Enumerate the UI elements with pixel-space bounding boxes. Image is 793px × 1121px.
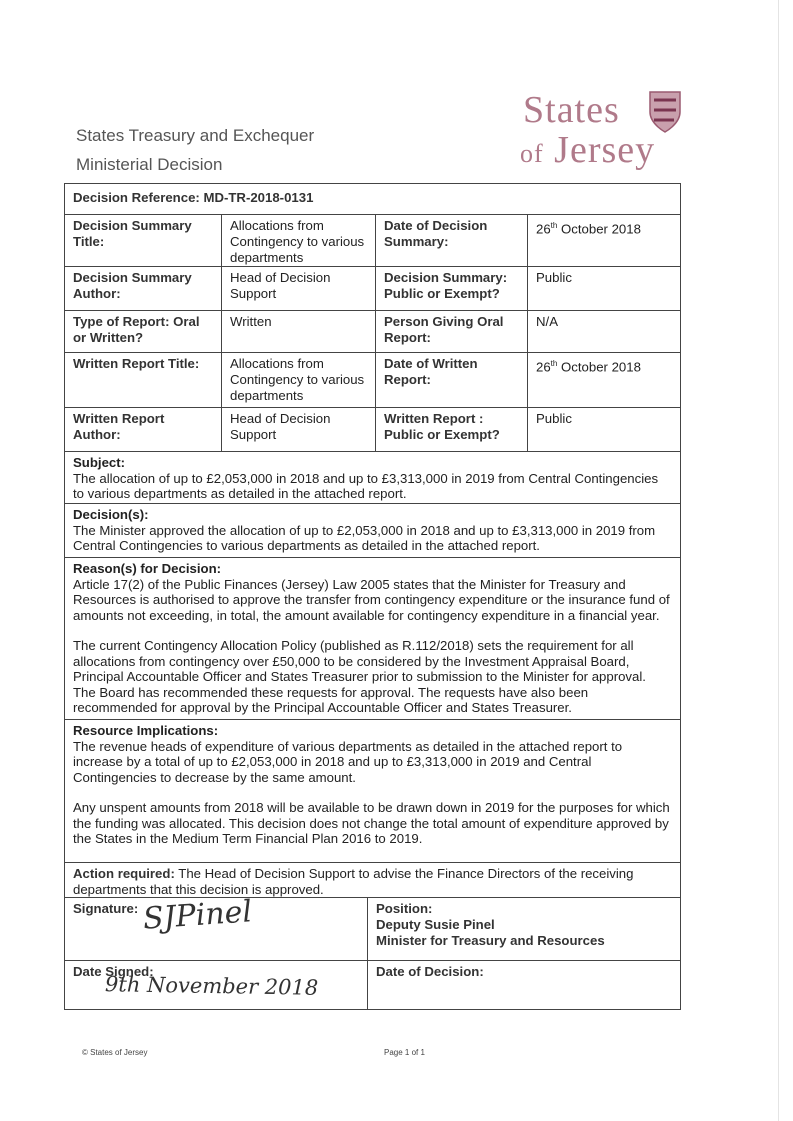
decision-summary-exempt-label: Decision Summary: Public or Exempt?: [375, 267, 527, 310]
document-type: Ministerial Decision: [76, 155, 223, 174]
summary-title-row: [65, 215, 680, 267]
reasons-section: [65, 558, 680, 720]
date-of-decision-summary-value: 26th October 2018: [527, 215, 680, 266]
signature-row: [65, 894, 680, 961]
resource-implications-section: [65, 720, 680, 863]
states-of-jersey-logo: [520, 88, 680, 178]
logo-text-states: States: [523, 89, 620, 131]
logo-text-jersey: of Jersey: [520, 129, 656, 171]
subject-heading: Subject:: [73, 455, 126, 470]
written-report-title-label: Written Report Title:: [73, 356, 200, 371]
jersey-shield-icon: [648, 90, 682, 134]
decision-summary-author-value: Head of Decision Support: [221, 267, 375, 310]
decision-reference-row: [65, 184, 680, 215]
signature-label: Signature:: [73, 901, 139, 916]
resource-implications-paragraph-1: The revenue heads of expenditure of various departments as detailed in the attached report to increase by a total of up to £2,053,000 in 2018 and up to £3,313,000 in 2019 and Central Contingencies to decrease by the same amount.: [73, 738, 623, 785]
date-signed-cell: [65, 961, 367, 1009]
signature-cell: [65, 894, 367, 960]
decision-text: The Minister approved the allocation of up to £2,053,000 in 2018 and up to £3,313,000 in 2019 from Central Contingencies to various departments as detailed in the attached report.: [73, 522, 656, 553]
written-report-author-label: Written Report Author:: [73, 411, 165, 442]
page-edge-line: [778, 0, 779, 1121]
resource-implications-paragraph-2: Any unspent amounts from 2018 will be available to be drawn down in 2019 for the purposes for which the funding was allocated. This decision does not change the total amount of expenditure approved by the States in the Medium Term Financial Plan 2016 to 2019.: [73, 800, 670, 846]
written-report-exempt-label: Written Report : Public or Exempt?: [375, 408, 527, 451]
action-required-section: [65, 863, 680, 898]
date-of-written-report-label: Date of Written Report:: [375, 353, 527, 407]
summary-author-row: [65, 267, 680, 311]
handwritten-signature: SJPinel: [141, 894, 254, 937]
type-of-report-value: Written: [221, 311, 375, 352]
reasons-paragraph-1: Article 17(2) of the Public Finances (Jersey) Law 2005 states that the Minister for Treasury and Resources is authorised to approve the transfer from contingency expenditure or the insurance fund of amounts not exceeding, in total, the amount available for contingency expenditure in a financial year.: [73, 576, 670, 623]
reasons-heading: Reason(s) for Decision:: [73, 561, 222, 576]
resource-implications-heading: Resource Implications:: [73, 723, 219, 738]
written-report-author-value: Head of Decision Support: [221, 408, 375, 451]
type-of-report-label: Type of Report: Oral or Written?: [73, 314, 200, 345]
footer-copyright: © States of Jersey: [82, 1048, 148, 1057]
date-of-decision-summary-label: Date of Decision Summary:: [375, 215, 527, 266]
position-cell: [367, 898, 680, 960]
date-row: [65, 961, 680, 1009]
org-title: States Treasury and Exchequer: [76, 126, 315, 145]
action-required-label: Action required:: [73, 866, 175, 881]
subject-text: The allocation of up to £2,053,000 in 2018 and up to £3,313,000 in 2019 from Central Contingencies to various departments as detailed in the attached report.: [73, 470, 659, 501]
decision-heading: Decision(s):: [73, 507, 149, 522]
action-required-text: The Head of Decision Support to advise the Finance Directors of the receiving departments that this decision is approved.: [73, 866, 634, 897]
decision-summary-title-label: Decision Summary Title:: [73, 218, 192, 249]
position-name: Deputy Susie Pinel: [376, 917, 495, 932]
decision-summary-exempt-value: Public: [527, 267, 680, 310]
date-of-decision-label: Date of Decision:: [376, 964, 484, 979]
written-report-title-value: Allocations from Contingency to various departments: [221, 353, 375, 407]
date-of-decision-cell: [367, 961, 680, 1009]
written-report-exempt-value: Public: [527, 408, 680, 451]
report-type-row: [65, 311, 680, 353]
decision-summary-author-label: Decision Summary Author:: [73, 270, 192, 301]
decision-section: [65, 504, 680, 558]
person-giving-oral-report-label: Person Giving Oral Report:: [375, 311, 527, 352]
decision-reference-value: MD-TR-2018-0131: [203, 190, 314, 205]
written-report-title-row: [65, 353, 680, 408]
decision-summary-title-value: Allocations from Contingency to various departments: [221, 215, 375, 266]
date-signed-value: 9th November 2018: [104, 972, 319, 1000]
position-title: Minister for Treasury and Resources: [376, 933, 605, 948]
reasons-paragraph-2: The current Contingency Allocation Policy (published as R.112/2018) sets the requirement for all allocations from contingency over £50,000 to be considered by the Investment Appraisal Board, Principal Accountable Officer and States Treasurer prior to submission to the Minister for approval. The Board has recommended these requests for approval. The requests have also been recommended for approval by the Principal Accountable Officer and States Treasurer.: [73, 638, 646, 715]
date-signed-label: Date Signed:: [73, 964, 154, 979]
decision-reference-label: Decision Reference:: [73, 190, 200, 205]
position-label: Position:: [376, 901, 433, 916]
subject-section: [65, 452, 680, 504]
written-report-author-row: [65, 408, 680, 452]
person-giving-oral-report-value: N/A: [527, 311, 680, 352]
decision-form: [64, 183, 681, 1010]
date-of-written-report-value: 26th October 2018: [527, 353, 680, 407]
footer-page-number: Page 1 of 1: [384, 1048, 425, 1057]
